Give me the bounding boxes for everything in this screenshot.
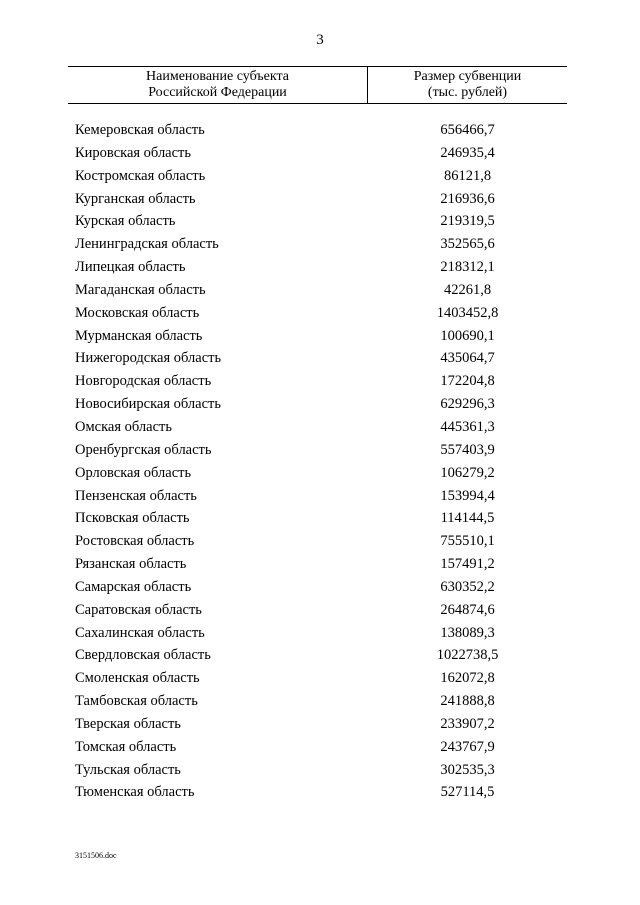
header-region-name	[68, 69, 367, 103]
table-row	[0, 667, 640, 690]
table-row	[0, 485, 640, 508]
subvention-amount-cell: 445361,3	[440, 418, 495, 435]
region-name-cell: Новгородская область	[75, 373, 212, 390]
subvention-amount-cell: 352565,6	[440, 236, 495, 253]
subvention-amount-cell: 435064,7	[440, 350, 495, 367]
header-subvention-size-line1: Размер субвенции	[413, 69, 522, 84]
table-row	[0, 781, 640, 804]
subvention-amount-cell: 264874,6	[440, 601, 495, 618]
region-name-cell: Самарская область	[75, 578, 192, 595]
table-row	[0, 233, 640, 256]
table-row	[0, 759, 640, 782]
region-name-cell: Смоленская область	[75, 670, 200, 687]
subvention-amount-cell: 138089,3	[440, 624, 495, 641]
subvention-amount-cell: 162072,8	[440, 670, 495, 687]
table-row	[0, 576, 640, 599]
region-name-cell: Ростовская область	[75, 533, 195, 550]
table-row	[0, 210, 640, 233]
region-name-cell: Московская область	[75, 304, 200, 321]
table-row	[0, 622, 640, 645]
region-name-cell: Магаданская область	[75, 281, 206, 298]
table-row	[0, 370, 640, 393]
region-name-cell: Томская область	[75, 738, 177, 755]
region-name-cell: Курская область	[75, 213, 176, 230]
region-name-cell: Костромская область	[75, 167, 206, 184]
region-name-cell: Оренбургская область	[75, 441, 212, 458]
subvention-amount-cell: 629296,3	[440, 396, 495, 413]
subvention-amount-cell: 656466,7	[440, 122, 495, 138]
table-row	[0, 736, 640, 759]
region-name-cell: Рязанская область	[75, 556, 187, 573]
region-name-cell: Курганская область	[75, 190, 196, 207]
table-row	[0, 530, 640, 553]
table-row	[0, 690, 640, 713]
subvention-amount-cell: 114144,5	[440, 510, 495, 527]
subvention-amount-cell: 216936,6	[440, 190, 495, 207]
page-number: 3	[316, 32, 324, 48]
region-name-cell: Кировская область	[75, 144, 192, 161]
subvention-amount-cell: 219319,5	[440, 213, 495, 230]
document-code: 3151506.doc	[75, 851, 117, 860]
table-row	[0, 142, 640, 165]
subvention-amount-cell: 243767,9	[440, 738, 495, 755]
subvention-amount-cell: 100690,1	[440, 327, 495, 344]
subvention-amount-cell: 1022738,5	[436, 647, 499, 664]
header-subvention-size-line2: (тыс. рублей)	[427, 85, 508, 100]
region-name-cell: Кемеровская область	[75, 122, 205, 138]
table-top-rule	[68, 66, 567, 67]
region-name-cell: Пензенская область	[75, 487, 197, 504]
table-row	[0, 325, 640, 348]
region-name-cell: Ленинградская область	[75, 236, 219, 253]
region-name-cell: Саратовская область	[75, 601, 202, 618]
subvention-amount-cell: 302535,3	[440, 761, 495, 778]
subvention-amount-cell: 218312,1	[440, 259, 495, 276]
header-subvention-size	[368, 69, 567, 103]
table-body	[0, 119, 640, 804]
table-row	[0, 279, 640, 302]
table-row	[0, 599, 640, 622]
table-row	[0, 347, 640, 370]
table-row	[0, 713, 640, 736]
region-name-cell: Сахалинская область	[75, 624, 205, 641]
subvention-amount-cell: 557403,9	[440, 441, 495, 458]
table-row	[0, 553, 640, 576]
subvention-amount-cell: 233907,2	[440, 715, 495, 732]
table-row	[0, 416, 640, 439]
region-name-cell: Свердловская область	[75, 647, 211, 664]
table-row	[0, 119, 640, 142]
subvention-amount-cell: 172204,8	[440, 373, 495, 390]
table-row	[0, 302, 640, 325]
table-row	[0, 462, 640, 485]
table-row	[0, 165, 640, 188]
subvention-amount-cell: 246935,4	[440, 144, 495, 161]
subvention-amount-cell: 755510,1	[440, 533, 495, 550]
region-name-cell: Омская область	[75, 418, 172, 435]
table-row	[0, 644, 640, 667]
table-row	[0, 439, 640, 462]
header-region-name-line2: Российской Федерации	[148, 85, 287, 100]
subvention-amount-cell: 157491,2	[440, 556, 495, 573]
region-name-cell: Псковская область	[75, 510, 190, 527]
table-row	[0, 507, 640, 530]
table-row	[0, 188, 640, 211]
table-row	[0, 393, 640, 416]
region-name-cell: Тамбовская область	[75, 693, 198, 710]
subvention-amount-cell: 527114,5	[440, 784, 495, 801]
subvention-amount-cell: 153994,4	[440, 487, 495, 504]
region-name-cell: Нижегородская область	[75, 350, 222, 367]
subvention-amount-cell: 241888,8	[440, 693, 495, 710]
region-name-cell: Орловская область	[75, 464, 192, 481]
region-name-cell: Тверская область	[75, 715, 181, 732]
region-name-cell: Тюменская область	[75, 784, 195, 801]
subvention-amount-cell: 42261,8	[443, 281, 492, 298]
region-name-cell: Липецкая область	[75, 259, 186, 276]
region-name-cell: Новосибирская область	[75, 396, 221, 413]
table-header-bottom-rule	[68, 103, 567, 104]
region-name-cell: Тульская область	[75, 761, 181, 778]
table-row	[0, 256, 640, 279]
subvention-amount-cell: 1403452,8	[436, 304, 499, 321]
subvention-amount-cell: 106279,2	[440, 464, 495, 481]
header-region-name-line1: Наименование субъекта	[146, 69, 289, 84]
subvention-amount-cell: 86121,8	[443, 167, 492, 184]
subvention-amount-cell: 630352,2	[440, 578, 495, 595]
region-name-cell: Мурманская область	[75, 327, 203, 344]
